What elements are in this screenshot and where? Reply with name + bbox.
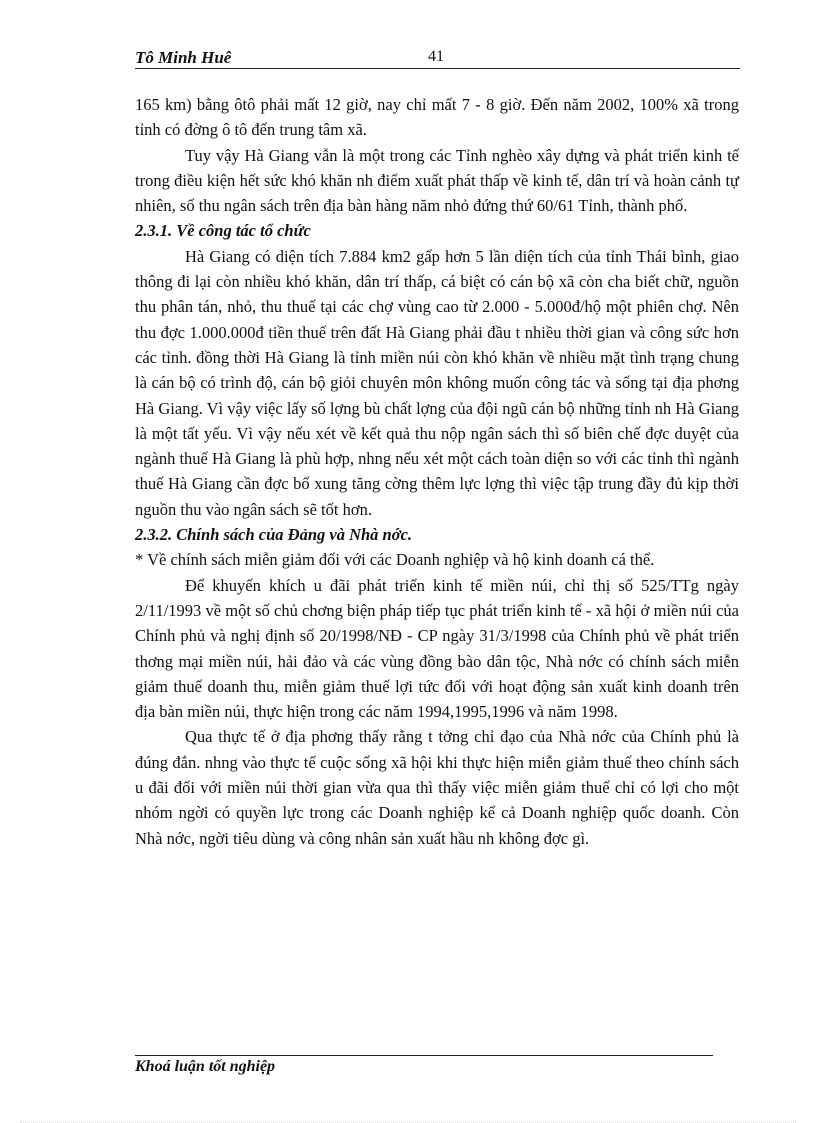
header-author: Tô Minh Huê [135,48,232,67]
section-heading: 2.3.1. Về công tác tổ chức [135,221,311,241]
document-body [135,92,739,851]
paragraph: Qua thực tế ở địa phơng thấy rằng t tởng chỉ đạo của Nhà nớc của Chính phủ là đúng đắn. nhng vào thực tế cuộc sống xã hội khi thực hiện miễn giảm thuế theo chính sách u đãi đối với miền núi thời gian vừa qua thì thấy việc miễn giảm thuế chỉ có lợi cho một nhóm ngời có quyền lực trong các Doanh nghiệp kể cả Doanh nghiệp quốc doanh. Còn Nhà nớc, ngời tiêu dùng và công nhân sản xuất hầu nh không đợc gì. [135,727,739,848]
page-header [135,48,740,69]
paragraph: 165 km) bằng ôtô phải mất 12 giờ, nay chỉ mất 7 - 8 giờ. Đến năm 2002, 100% xã trong tỉnh có đờng ô tô đến trung tâm xã. [135,95,739,140]
footer-text: Khoá luận tốt nghiệp [135,1058,276,1075]
footer-rule [135,1055,713,1056]
paragraph: Để khuyến khích u đãi phát triển kinh tế miền núi, chỉ thị số 525/TTg ngày 2/11/1993 về một số chủ chơng biện pháp tiếp tục phát triển kinh tế - xã hội ở miền núi của Chính phủ và nghị định số 20/1998/NĐ - CP ngày 31/3/1998 của Chính phủ về phát triển thơng mại miền núi, hải đảo và các vùng đồng bào dân tộc, Nhà nớc có chính sách miễn giảm thuế doanh thu, miễn giảm thuế lợi tức đối với hoạt động sản xuất kinh doanh trên địa bàn miền núi, thực hiện trong các năm 1994,1995,1996 và năm 1998. [135,575,739,722]
section-heading: 2.3.2. Chính sách của Đảng và Nhà nớc. [135,525,413,545]
paragraph: * Về chính sách miễn giảm đối với các Doanh nghiệp và hộ kinh doanh cá thể. [135,550,655,570]
paragraph: Tuy vậy Hà Giang vẫn là một trong các Tỉnh nghèo xây dựng và phát triển kinh tế trong điều kiện hết sức khó khăn nh điểm xuất phát thấp về kinh tế, dân trí và hoàn cảnh tự nhiên, số thu ngân sách trên địa bàn hàng năm nhỏ đứng thứ 60/61 Tỉnh, thành phố. [135,145,739,216]
page-number: 41 [428,48,444,65]
paragraph: Hà Giang có diện tích 7.884 km2 gấp hơn 5 lần diện tích của tỉnh Thái bình, giao thông đi lại còn nhiều khó khăn, dân trí thấp, cá biệt có cán bộ xã còn cha biết chữ, nguồn thu phân tán, nhỏ, thu thuế tại các chợ vùng cao từ 2.000 - 5.000đ/hộ một phiên chợ. Nên thu đợc 1.000.000đ tiền thuế trên đất Hà Giang phải đầu t nhiều thời gian và công sức hơn các tỉnh. đồng thời Hà Giang là tỉnh miền núi còn khó khăn về nhiều mặt tình trạng chung là cán bộ có trình độ, cán bộ giỏi chuyên môn không muốn công tác và sống tại địa phơng Hà Giang. Vì vậy việc lấy số lợng bù chất lợng của đội ngũ cán bộ những tỉnh nh Hà Giang là một tất yếu. Vì vậy nếu xét về kết quả thu nộp ngân sách thì số biên chế đợc duyệt của ngành thuế Hà Giang là phù hợp, nhng nếu xét một cách toàn diện so với các tỉnh thì ngành thuế Hà Giang cần đợc bổ xung tăng cờng thêm lực lợng thì việc tập trung đầy đủ kịp thời nguồn thu vào ngân sách sẽ tốt hơn. [135,246,739,519]
